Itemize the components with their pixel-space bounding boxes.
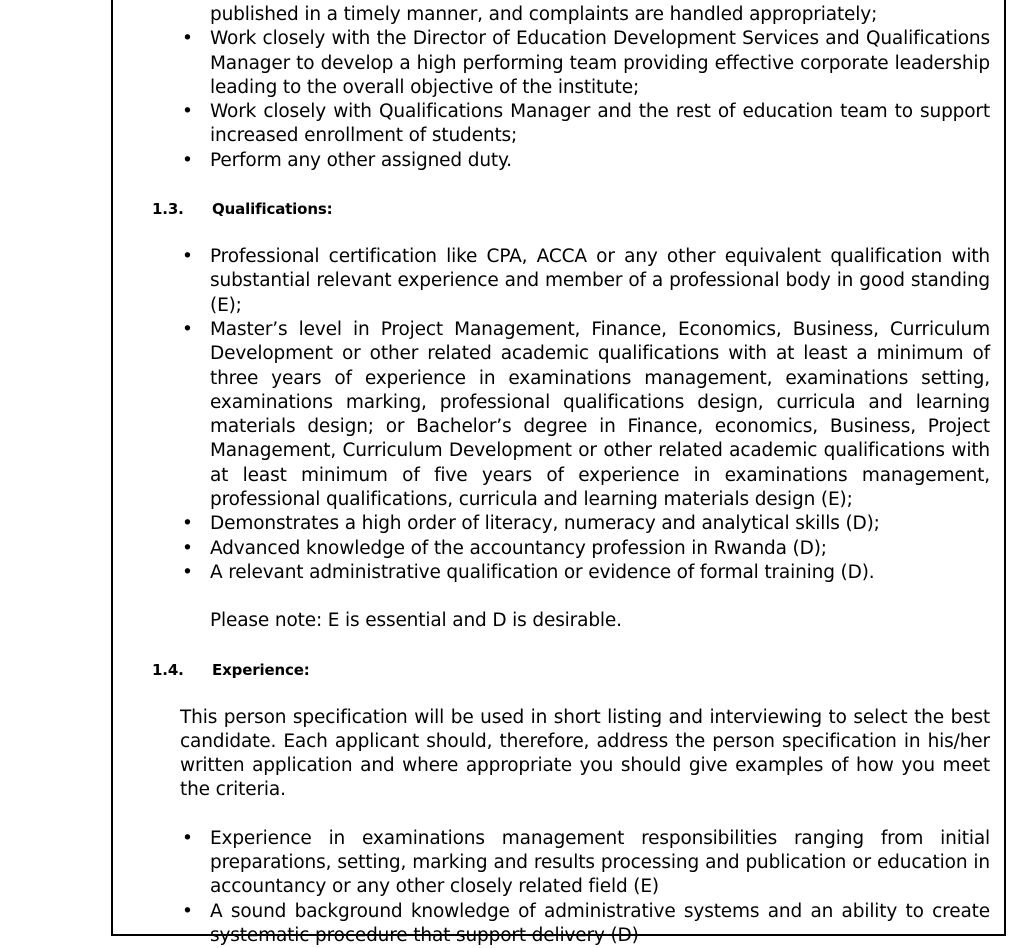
list-item-text: Work closely with Qualifications Manager and the rest of education team to support increased enrollment of students;: [210, 101, 990, 147]
list-item: [180, 100, 990, 149]
experience-list: [180, 827, 990, 948]
list-item: [180, 245, 990, 318]
list-item-text: A sound background knowledge of administrative systems and an ability to create systematic procedure that support delivery (D): [210, 900, 990, 946]
list-item-text: Perform any other assigned duty.: [210, 149, 512, 171]
list-item-text: Experience in examinations management responsibilities ranging from initial preparations, setting, marking and results processing and publication or education in accountancy or any other closely related field (E): [210, 827, 990, 898]
list-item: [180, 537, 990, 561]
section-heading-qualifications: [152, 197, 990, 221]
bullet-icon: •: [182, 246, 193, 268]
bullet-icon: •: [182, 28, 193, 50]
list-item: [180, 318, 990, 512]
bullet-icon: •: [182, 561, 193, 583]
list-item: [180, 3, 990, 27]
qualifications-note: Please note: E is essential and D is desirable.: [210, 610, 622, 632]
list-item: [180, 900, 990, 948]
list-item: [180, 827, 990, 900]
section-title: Experience:: [212, 660, 310, 679]
bullet-icon: •: [182, 318, 193, 340]
section-heading-experience: [152, 658, 990, 682]
document-body: [152, 3, 990, 948]
list-item: [180, 561, 990, 585]
list-item-text: Professional certification like CPA, ACCA or any other equivalent qualification with substantial relevant experience and member of a professional body in good standing (E);: [210, 246, 990, 316]
list-item: [180, 149, 990, 173]
list-item-text: Master’s level in Project Management, Finance, Economics, Business, Curriculum Development or other related academic qualifications with at least a minimum of three years of experience in examinations management, examinations setting, examinations marking, professional qualifications design, curricula and learning materials design; or Bachelor’s degree in Finance, economics, Business, Project Management, Curriculum Development or other related academic qualifications with at least minimum of five years of experience in examinations management, professional qualifications, curricula and learning materials design (E);: [210, 318, 990, 511]
bullet-icon: •: [182, 537, 193, 559]
list-item-text: published in a timely manner, and complaints are handled appropriately;: [210, 4, 878, 25]
section-number: 1.3.: [152, 200, 184, 219]
bullet-icon: •: [182, 513, 193, 535]
list-item-text: A relevant administrative qualification or evidence of formal training (D).: [210, 561, 875, 583]
list-item: [180, 27, 990, 100]
bullet-icon: •: [182, 900, 193, 922]
bullet-icon: •: [182, 149, 193, 171]
duties-list: [180, 3, 990, 173]
list-item-text: Advanced knowledge of the accountancy profession in Rwanda (D);: [210, 537, 827, 559]
bullet-icon: •: [182, 101, 193, 123]
bullet-icon: •: [182, 827, 193, 849]
experience-paragraph: This person specification will be used in short listing and interviewing to select the best candidate. Each applicant should, therefore, address the person specification in his/her written application and where appropriate you should give examples of how you meet the criteria.: [180, 706, 990, 801]
qualifications-list: [180, 245, 990, 585]
list-item: [180, 512, 990, 536]
section-number: 1.4.: [152, 660, 184, 679]
list-item-text: Work closely with the Director of Education Development Services and Qualifications Manager to develop a high performing team providing effective corporate leadership leading to the overall objective of the institute;: [210, 28, 990, 98]
list-item-text: Demonstrates a high order of literacy, numeracy and analytical skills (D);: [210, 513, 880, 535]
section-title: Qualifications:: [212, 200, 333, 219]
